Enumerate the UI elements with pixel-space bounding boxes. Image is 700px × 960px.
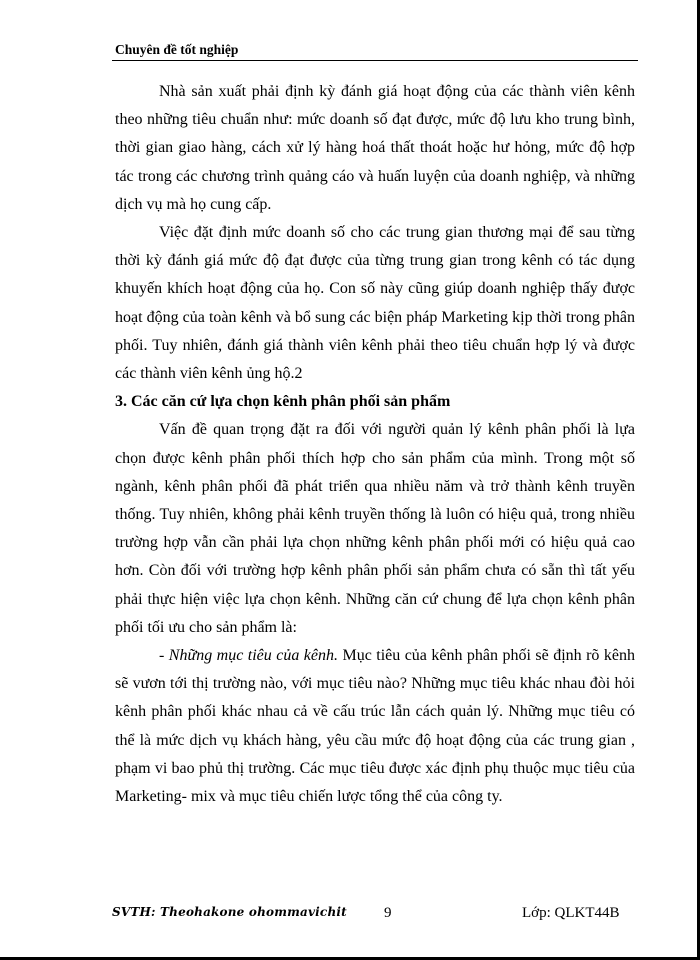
paragraph-channel-selection: Vấn đề quan trọng đặt ra đối với người quản lý kênh phân phối là lựa chọn được kênh phân phối thích hợp cho sản phẩm của mình. Trong một số ngành, kênh phân phối đã phát triển qua nhiều năm và trở thành kênh truyền thống. Tuy nhiên, không phải kênh truyền thống là luôn có hiệu quả, trong nhiều trường hợp vẫn cần phải lựa chọn những kênh phân phối mới có hiệu quả cao hơn. Còn đối với trường hợp kênh phân phối sản phẩm chưa có sẵn thì tất yếu phải thực hiện việc lựa chọn kênh. Những căn cứ chung để lựa chọn kênh phân phối tối ưu cho sản phẩm là: xyxy=(115,421,635,636)
page-header-title: Chuyên đề tốt nghiệp xyxy=(115,42,239,57)
bullet-dash: - xyxy=(159,647,169,665)
document-body xyxy=(115,78,635,811)
paragraph-channel-objectives xyxy=(115,642,635,811)
header-divider xyxy=(112,60,638,61)
italic-term: Những mục tiêu của kênh. xyxy=(168,647,338,665)
paragraph-evaluation-criteria: Nhà sản xuất phải định kỳ đánh giá hoạt động của các thành viên kênh theo những tiêu chuẩn như: mức doanh số đạt được, mức độ lưu kho trung bình, thời gian giao hàng, cách xử lý hàng hoá thất thoát hoặc hư hỏng, mức độ hợp tác trong các chương trình quảng cáo và huấn luyện của doanh nghiệp, và những dịch vụ mà họ cung cấp. xyxy=(115,83,635,213)
section-heading: 3. Các căn cứ lựa chọn kênh phân phối sản phẩm xyxy=(115,393,451,411)
page-footer xyxy=(112,905,642,929)
paragraph-objectives-text: Mục tiêu của kênh phân phối sẽ định rõ kênh sẽ vươn tới thị trường nào, với mục tiêu nào? Những mục tiêu khác nhau đòi hỏi kênh phân phối khác nhau cả về cấu trúc lẫn cách quản lý. Những mục tiêu có thể là mức dịch vụ khách hàng, yêu cầu mức độ hoạt động của các trung gian , phạm vi bao phủ thị trường. Các mục tiêu được xác định phụ thuộc mục tiêu của Marketing- mix và mục tiêu chiến lược tổng thể của công ty. xyxy=(115,647,636,806)
paragraph-sales-quota: Việc đặt định mức doanh số cho các trung gian thương mại để sau từng thời kỳ đánh giá mức độ đạt được của từng trung gian trong kênh có tác dụng khuyến khích hoạt động của họ. Con số này cũng giúp doanh nghiệp thấy được hoạt động của toàn kênh và bổ sung các biện pháp Marketing kịp thời trong phân phối. Tuy nhiên, đánh giá thành viên kênh phải theo tiêu chuẩn hợp lý và được các thành viên kênh ủng hộ.2 xyxy=(115,224,635,383)
footer-author: SVTH: Theohakone ohommavichit xyxy=(112,905,347,919)
footer-class-info: Lớp: QLKT44B xyxy=(522,905,620,921)
page-number: 9 xyxy=(384,905,392,921)
